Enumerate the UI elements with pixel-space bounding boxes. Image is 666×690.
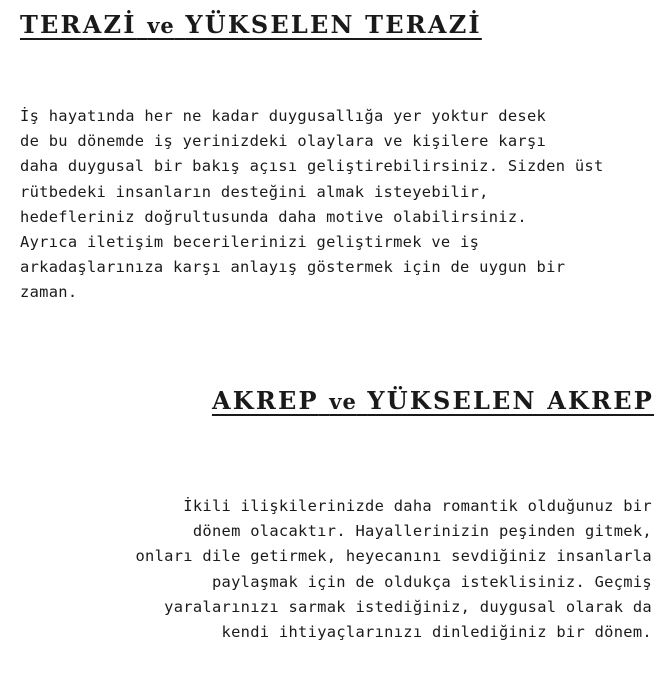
text-line: zaman. [20, 283, 78, 302]
text-line: hedefleriniz doğrultusunda daha motive olabilirsiniz. [20, 207, 527, 226]
text-line: İş hayatında her ne kadar duygusallığa yer yoktur desek [20, 107, 547, 125]
text-line: dönem olacaktır. Hayallerinizin peşinden gitmek, [192, 522, 652, 541]
text-line: arkadaşlarınıza karşı anlayış göstermek için de uygun bir [20, 258, 566, 277]
title-sign: TERAZİ [20, 10, 137, 39]
text-line: rütbedeki insanların desteğini almak isteyebilir, [20, 182, 489, 201]
title-conjunction: ve [147, 13, 175, 38]
text-line: İkili ilişkilerinizde daha romantik olduğunuz bir [183, 497, 652, 515]
text-line: daha duygusal bir bakış açısı geliştirebilirsiniz. Sizden üst [20, 157, 604, 176]
text-line: paylaşmak için de oldukça isteklisiniz. Geçmiş [211, 572, 652, 591]
section-title-akrep [212, 386, 654, 415]
text-line: yaralarınızı sarmak istediğiniz, duygusal olarak da [164, 597, 652, 616]
title-ascendant: YÜKSELEN AKREP [367, 386, 654, 415]
text-line: kendi ihtiyaçlarınızı dinlediğiniz bir dönem. [221, 623, 652, 642]
text-line: Ayrıca iletişim becerilerinizi geliştirmek ve iş [20, 233, 480, 252]
paragraph-akrep [135, 494, 652, 645]
section-title-terazi [20, 10, 482, 39]
title-ascendant: YÜKSELEN TERAZİ [185, 10, 482, 39]
text-line: de bu dönemde iş yerinizdeki olaylara ve kişilere karşı [20, 132, 547, 151]
title-sign: AKREP [211, 386, 319, 415]
title-conjunction: ve [329, 389, 357, 414]
text-line: onları dile getirmek, heyecanını sevdiğiniz insanlarla [135, 547, 652, 566]
paragraph-terazi [20, 104, 604, 306]
